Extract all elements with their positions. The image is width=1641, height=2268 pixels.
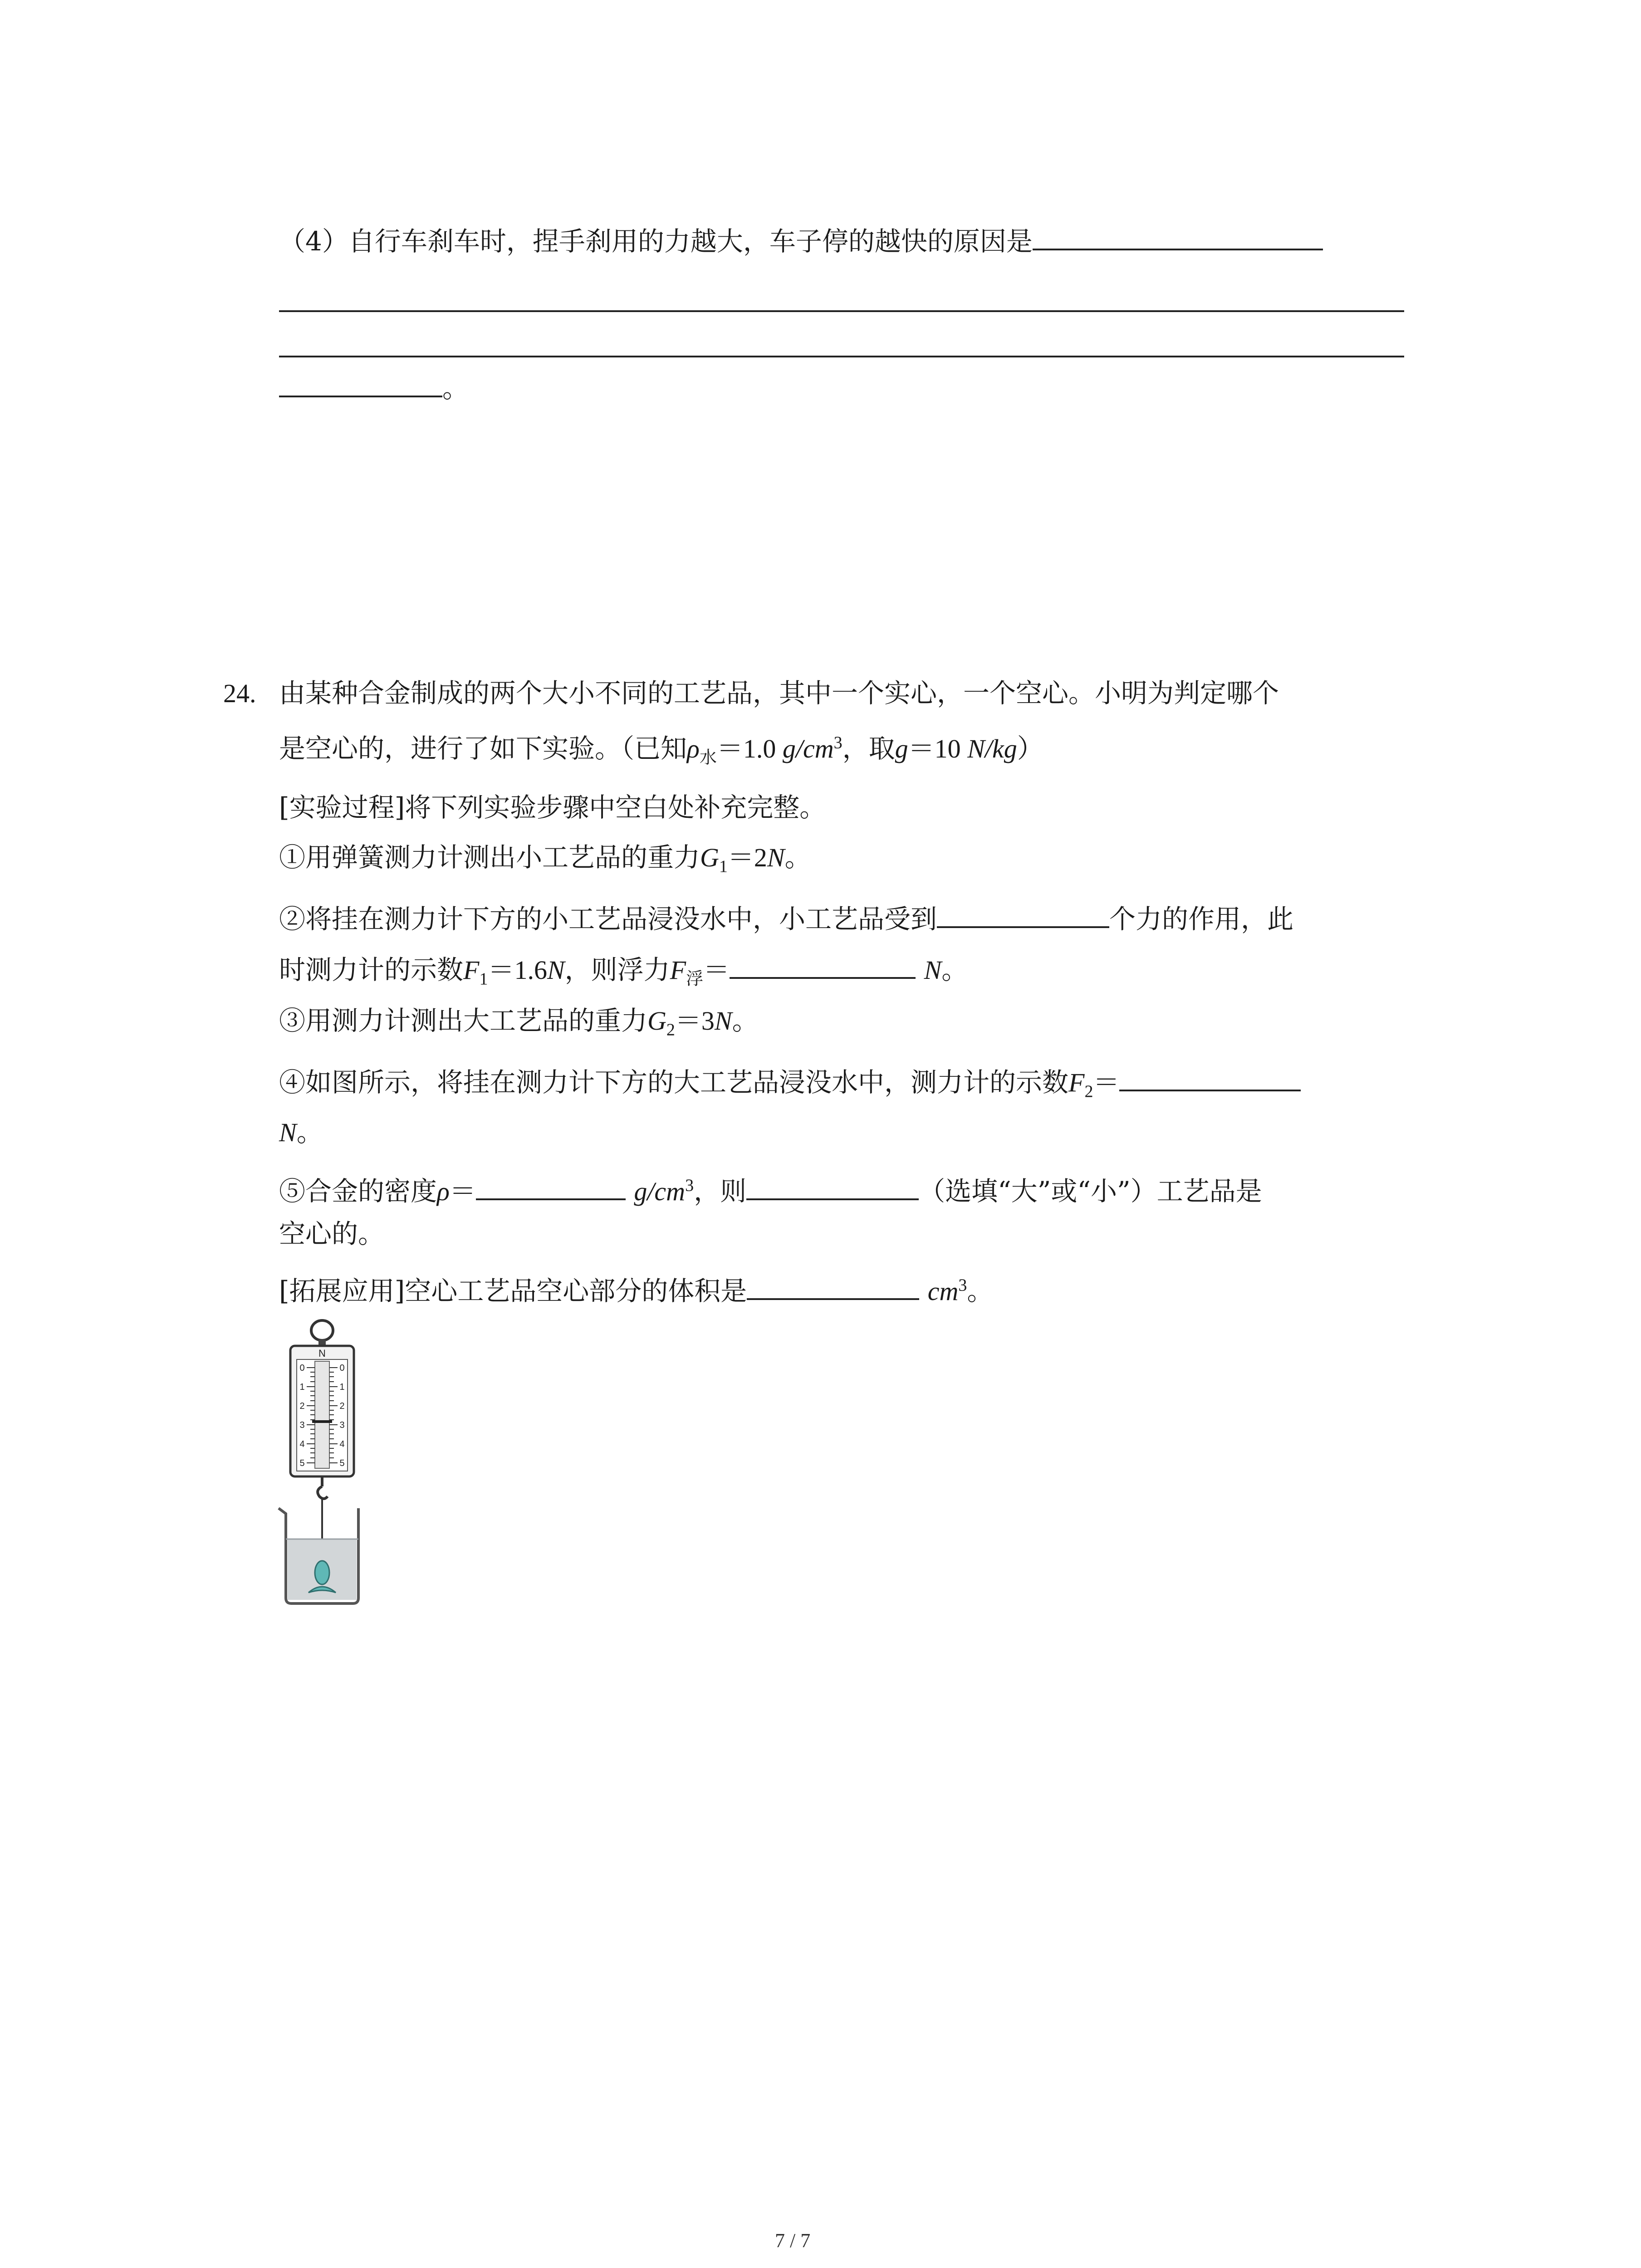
q24-intro-line2: 是空心的，进行了如下实验。（已知$\rho_水=1.0$ $g/cm^3$，取g＝10 N/kg） (279, 733, 1043, 767)
blank-reading-F2[interactable] (1119, 1061, 1301, 1091)
scale-tick-label: 1 (339, 1382, 345, 1392)
answer-blank[interactable] (279, 367, 442, 397)
q24-step4-line2: N。 (279, 1117, 323, 1148)
q24-process-label: [实验过程]将下列实验步骤中空白处补充完整。 (279, 792, 826, 823)
blank-force-count[interactable] (937, 898, 1109, 928)
scale-tick-label: 0 (339, 1363, 345, 1373)
q24-step2-line1: ②将挂在测力计下方的小工艺品浸没水中，小工艺品受到 个力的作用，此 (279, 898, 1293, 937)
scale-tick-label: 4 (299, 1439, 305, 1449)
scale-tick-label: 0 (299, 1363, 305, 1373)
scale-tick-label: 5 (299, 1458, 305, 1468)
q24-step3: ③用测力计测出大工艺品的重力$G_2=3N$。 (279, 1005, 759, 1040)
spring-scale-beaker-figure (272, 1318, 372, 1608)
blank-which-craft[interactable] (746, 1170, 919, 1200)
scale-tick-label: 2 (339, 1401, 345, 1411)
blank-density[interactable] (476, 1170, 626, 1200)
q24-step5-line2: 空心的。 (279, 1218, 385, 1249)
answer-line[interactable] (279, 356, 1404, 357)
spring-scale-body-icon (290, 1346, 354, 1476)
scale-top-ring-icon (311, 1320, 333, 1348)
q24-step4-line1: ④如图所示，将挂在测力计下方的大工艺品浸没水中，测力计的示数$F_2=$ (279, 1061, 1301, 1101)
q23-part4-line1: （4）自行车刹车时，捏手刹用的力越大，车子停的越快的原因是 (279, 220, 1323, 259)
q24-step5-line1: ⑤合金的密度$\rho= g/cm^3$，则 （选填“大”或“小”）工艺品是 (279, 1170, 1262, 1210)
blank-buoyancy[interactable] (730, 949, 916, 979)
scale-unit-label: N (318, 1348, 326, 1359)
answer-blank[interactable] (1033, 220, 1323, 250)
q24-intro-line1: 由某种合金制成的两个大小不同的工艺品，其中一个实心，一个空心。小明为判定哪个 (279, 678, 1279, 709)
scale-tick-label: 3 (339, 1420, 345, 1430)
scale-tick-label: 4 (339, 1439, 345, 1449)
q23-part4-line-end: 。 (279, 367, 469, 406)
scale-tick-label: 2 (299, 1401, 305, 1411)
scale-tick-label: 1 (299, 1382, 305, 1392)
q24-extension: [拓展应用]空心工艺品空心部分的体积是 $cm^3$。 (279, 1270, 993, 1310)
scale-pointer (312, 1420, 332, 1423)
q24-step2-line2: 时测力计的示数$F_1=1.6N$，则浮力$F_浮= N$。 (279, 949, 968, 988)
blank-hollow-volume[interactable] (747, 1270, 919, 1300)
answer-line[interactable] (279, 310, 1404, 312)
scale-tick-label: 5 (339, 1458, 345, 1468)
q24-number: 24. (223, 679, 256, 708)
page-number: 7 / 7 (775, 2229, 811, 2252)
scale-tick-label: 3 (299, 1420, 305, 1430)
q24-step1: ①用弹簧测力计测出小工艺品的重力$G_1=2N$。 (279, 842, 811, 876)
